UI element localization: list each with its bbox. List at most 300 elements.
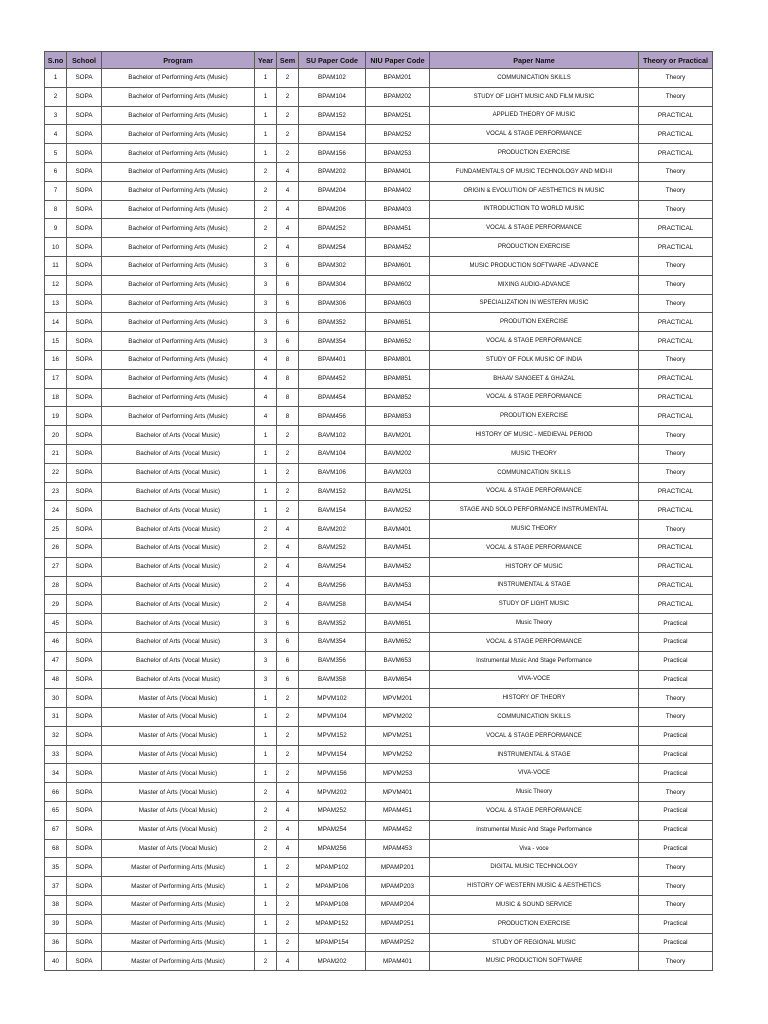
cell-su-code: BPAM304 — [299, 275, 366, 294]
cell-year: 1 — [255, 144, 277, 163]
cell-year: 2 — [255, 576, 277, 595]
cell-program: Bachelor of Arts (Vocal Music) — [102, 651, 255, 670]
cell-type: Theory — [639, 783, 713, 802]
cell-year: 2 — [255, 595, 277, 614]
cell-niu-code: MPAMP251 — [366, 914, 430, 933]
cell-school: SOPA — [67, 877, 102, 896]
cell-su-code: BAVM154 — [299, 501, 366, 520]
cell-sem: 2 — [277, 726, 299, 745]
cell-sem: 8 — [277, 350, 299, 369]
cell-sem: 4 — [277, 557, 299, 576]
cell-niu-code: BAVM202 — [366, 444, 430, 463]
cell-year: 2 — [255, 538, 277, 557]
cell-type: Practical — [639, 614, 713, 633]
cell-niu-code: BPAM201 — [366, 69, 430, 88]
cell-sem: 2 — [277, 444, 299, 463]
cell-paper-name: MUSIC THEORY — [430, 444, 639, 463]
col-header-year: Year — [255, 52, 277, 69]
cell-program: Bachelor of Performing Arts (Music) — [102, 369, 255, 388]
table-row — [45, 426, 713, 445]
cell-sem: 2 — [277, 106, 299, 125]
cell-sem: 6 — [277, 275, 299, 294]
cell-paper-name: BHAAV SANGEET & GHAZAL — [430, 369, 639, 388]
cell-sem: 6 — [277, 670, 299, 689]
cell-year: 1 — [255, 426, 277, 445]
cell-su-code: BPAM152 — [299, 106, 366, 125]
cell-school: SOPA — [67, 689, 102, 708]
cell-paper-name: Instrumental Music And Stage Performance — [430, 820, 639, 839]
cell-year: 1 — [255, 896, 277, 915]
cell-sem: 4 — [277, 952, 299, 971]
cell-sem: 6 — [277, 651, 299, 670]
cell-paper-name: DIGITAL MUSIC TECHNOLOGY — [430, 858, 639, 877]
table-row — [45, 482, 713, 501]
cell-year: 2 — [255, 162, 277, 181]
table-row — [45, 614, 713, 633]
cell-sno: 31 — [45, 708, 67, 727]
table-row — [45, 463, 713, 482]
cell-school: SOPA — [67, 595, 102, 614]
table-row — [45, 238, 713, 257]
cell-sem: 6 — [277, 614, 299, 633]
cell-year: 1 — [255, 482, 277, 501]
table-row — [45, 501, 713, 520]
cell-program: Master of Arts (Vocal Music) — [102, 726, 255, 745]
table-row — [45, 820, 713, 839]
cell-type: Theory — [639, 877, 713, 896]
cell-year: 3 — [255, 632, 277, 651]
cell-sno: 20 — [45, 426, 67, 445]
table-row — [45, 783, 713, 802]
cell-program: Bachelor of Arts (Vocal Music) — [102, 482, 255, 501]
table-row — [45, 557, 713, 576]
table-row — [45, 858, 713, 877]
cell-year: 1 — [255, 125, 277, 144]
cell-sem: 4 — [277, 181, 299, 200]
cell-niu-code: BAVM651 — [366, 614, 430, 633]
table-row — [45, 632, 713, 651]
table-row — [45, 933, 713, 952]
cell-type: Practical — [639, 764, 713, 783]
cell-niu-code: BPAM602 — [366, 275, 430, 294]
cell-paper-name: VOCAL & STAGE PERFORMANCE — [430, 802, 639, 821]
cell-niu-code: BAVM251 — [366, 482, 430, 501]
cell-school: SOPA — [67, 802, 102, 821]
cell-paper-name: HISTORY OF WESTERN MUSIC & AESTHETICS — [430, 877, 639, 896]
cell-sno: 17 — [45, 369, 67, 388]
cell-school: SOPA — [67, 820, 102, 839]
cell-sem: 4 — [277, 783, 299, 802]
cell-sem: 2 — [277, 896, 299, 915]
table-row — [45, 294, 713, 313]
cell-program: Bachelor of Performing Arts (Music) — [102, 256, 255, 275]
cell-year: 2 — [255, 952, 277, 971]
cell-su-code: BAVM102 — [299, 426, 366, 445]
cell-sno: 5 — [45, 144, 67, 163]
cell-school: SOPA — [67, 614, 102, 633]
table-row — [45, 69, 713, 88]
cell-program: Bachelor of Arts (Vocal Music) — [102, 501, 255, 520]
cell-su-code: MPVM102 — [299, 689, 366, 708]
cell-su-code: BAVM104 — [299, 444, 366, 463]
cell-sem: 8 — [277, 388, 299, 407]
cell-su-code: BAVM106 — [299, 463, 366, 482]
cell-sno: 21 — [45, 444, 67, 463]
table-row — [45, 689, 713, 708]
cell-type: Theory — [639, 87, 713, 106]
cell-niu-code: BAVM203 — [366, 463, 430, 482]
table-row — [45, 125, 713, 144]
cell-sno: 24 — [45, 501, 67, 520]
cell-program: Master of Arts (Vocal Music) — [102, 745, 255, 764]
cell-paper-name: HISTORY OF THEORY — [430, 689, 639, 708]
table-row — [45, 595, 713, 614]
cell-su-code: MPAM252 — [299, 802, 366, 821]
cell-type: Theory — [639, 520, 713, 539]
cell-type: Theory — [639, 181, 713, 200]
table-row — [45, 726, 713, 745]
cell-program: Bachelor of Performing Arts (Music) — [102, 106, 255, 125]
cell-year: 1 — [255, 914, 277, 933]
cell-su-code: MPAMP154 — [299, 933, 366, 952]
table-row — [45, 952, 713, 971]
cell-su-code: BAVM202 — [299, 520, 366, 539]
cell-niu-code: BPAM403 — [366, 200, 430, 219]
cell-su-code: BAVM354 — [299, 632, 366, 651]
cell-type: Theory — [639, 256, 713, 275]
cell-year: 1 — [255, 726, 277, 745]
cell-paper-name: MUSIC THEORY — [430, 520, 639, 539]
cell-sno: 40 — [45, 952, 67, 971]
cell-sem: 2 — [277, 914, 299, 933]
cell-sno: 35 — [45, 858, 67, 877]
cell-type: Practical — [639, 651, 713, 670]
cell-school: SOPA — [67, 632, 102, 651]
cell-sno: 18 — [45, 388, 67, 407]
cell-school: SOPA — [67, 256, 102, 275]
cell-paper-name: HISTORY OF MUSIC - MEDIEVAL PERIOD — [430, 426, 639, 445]
cell-su-code: BPAM104 — [299, 87, 366, 106]
cell-year: 2 — [255, 783, 277, 802]
cell-type: Practical — [639, 745, 713, 764]
cell-sno: 16 — [45, 350, 67, 369]
cell-sno: 33 — [45, 745, 67, 764]
cell-type: Practical — [639, 914, 713, 933]
cell-program: Bachelor of Arts (Vocal Music) — [102, 576, 255, 595]
cell-paper-name: MUSIC PRODUCTION SOFTWARE -ADVANCE — [430, 256, 639, 275]
cell-year: 2 — [255, 219, 277, 238]
cell-sno: 3 — [45, 106, 67, 125]
cell-niu-code: BAVM451 — [366, 538, 430, 557]
cell-program: Bachelor of Performing Arts (Music) — [102, 200, 255, 219]
cell-type: Practical — [639, 839, 713, 858]
table-row — [45, 219, 713, 238]
cell-year: 4 — [255, 407, 277, 426]
cell-paper-name: STAGE AND SOLO PERFORMANCE INSTRUMENTAL — [430, 501, 639, 520]
cell-niu-code: BAVM652 — [366, 632, 430, 651]
cell-program: Bachelor of Performing Arts (Music) — [102, 87, 255, 106]
cell-sno: 19 — [45, 407, 67, 426]
cell-paper-name: PRODUCTION EXERCISE — [430, 144, 639, 163]
cell-sno: 14 — [45, 313, 67, 332]
cell-paper-name: Music Theory — [430, 614, 639, 633]
cell-type: Theory — [639, 708, 713, 727]
cell-sem: 2 — [277, 877, 299, 896]
cell-school: SOPA — [67, 839, 102, 858]
cell-paper-name: VOCAL & STAGE PERFORMANCE — [430, 538, 639, 557]
cell-year: 1 — [255, 933, 277, 952]
cell-year: 2 — [255, 520, 277, 539]
cell-sno: 39 — [45, 914, 67, 933]
cell-sno: 25 — [45, 520, 67, 539]
cell-year: 1 — [255, 708, 277, 727]
cell-su-code: BPAM454 — [299, 388, 366, 407]
cell-school: SOPA — [67, 783, 102, 802]
cell-sno: 15 — [45, 332, 67, 351]
cell-program: Bachelor of Arts (Vocal Music) — [102, 670, 255, 689]
cell-sem: 4 — [277, 802, 299, 821]
cell-sem: 4 — [277, 595, 299, 614]
cell-sno: 29 — [45, 595, 67, 614]
cell-paper-name: Viva - voce — [430, 839, 639, 858]
cell-school: SOPA — [67, 576, 102, 595]
cell-program: Master of Arts (Vocal Music) — [102, 802, 255, 821]
cell-paper-name: MUSIC & SOUND SERVICE — [430, 896, 639, 915]
cell-niu-code: BAVM454 — [366, 595, 430, 614]
cell-su-code: BAVM252 — [299, 538, 366, 557]
cell-program: Bachelor of Performing Arts (Music) — [102, 181, 255, 200]
cell-su-code: BPAM306 — [299, 294, 366, 313]
cell-su-code: BPAM102 — [299, 69, 366, 88]
cell-sem: 8 — [277, 369, 299, 388]
cell-su-code: MPVM202 — [299, 783, 366, 802]
cell-sno: 34 — [45, 764, 67, 783]
cell-niu-code: BPAM253 — [366, 144, 430, 163]
cell-type: Practical — [639, 632, 713, 651]
cell-sno: 47 — [45, 651, 67, 670]
cell-niu-code: BPAM603 — [366, 294, 430, 313]
cell-type: PRACTICAL — [639, 557, 713, 576]
table-row — [45, 162, 713, 181]
cell-su-code: BPAM401 — [299, 350, 366, 369]
cell-sno: 4 — [45, 125, 67, 144]
cell-sem: 2 — [277, 933, 299, 952]
cell-type: Theory — [639, 444, 713, 463]
cell-su-code: MPAM202 — [299, 952, 366, 971]
cell-paper-name: VOCAL & STAGE PERFORMANCE — [430, 726, 639, 745]
cell-su-code: BPAM254 — [299, 238, 366, 257]
cell-school: SOPA — [67, 745, 102, 764]
cell-niu-code: BPAM252 — [366, 125, 430, 144]
cell-sno: 22 — [45, 463, 67, 482]
cell-paper-name: INSTRUMENTAL & STAGE — [430, 576, 639, 595]
cell-niu-code: BPAM452 — [366, 238, 430, 257]
cell-sem: 4 — [277, 162, 299, 181]
cell-sno: 27 — [45, 557, 67, 576]
cell-type: PRACTICAL — [639, 369, 713, 388]
cell-paper-name: VOCAL & STAGE PERFORMANCE — [430, 482, 639, 501]
cell-niu-code: MPAM401 — [366, 952, 430, 971]
cell-program: Master of Arts (Vocal Music) — [102, 820, 255, 839]
table-row — [45, 764, 713, 783]
cell-su-code: MPAMP108 — [299, 896, 366, 915]
cell-year: 2 — [255, 200, 277, 219]
cell-su-code: BAVM254 — [299, 557, 366, 576]
col-header-sno: S.no — [45, 52, 67, 69]
cell-sem: 8 — [277, 407, 299, 426]
cell-program: Bachelor of Performing Arts (Music) — [102, 238, 255, 257]
cell-su-code: BPAM302 — [299, 256, 366, 275]
cell-year: 3 — [255, 651, 277, 670]
cell-school: SOPA — [67, 670, 102, 689]
table-row — [45, 802, 713, 821]
cell-niu-code: MPVM401 — [366, 783, 430, 802]
cell-paper-name: PRODUTION EXERCISE — [430, 313, 639, 332]
cell-paper-name: COMMUNICATION SKILLS — [430, 463, 639, 482]
cell-niu-code: MPVM251 — [366, 726, 430, 745]
cell-sem: 2 — [277, 708, 299, 727]
col-header-paper-name: Paper Name — [430, 52, 639, 69]
cell-su-code: MPAMP152 — [299, 914, 366, 933]
cell-school: SOPA — [67, 463, 102, 482]
cell-school: SOPA — [67, 708, 102, 727]
cell-school: SOPA — [67, 952, 102, 971]
cell-type: Theory — [639, 858, 713, 877]
cell-niu-code: BPAM401 — [366, 162, 430, 181]
cell-program: Bachelor of Arts (Vocal Music) — [102, 595, 255, 614]
cell-program: Bachelor of Performing Arts (Music) — [102, 294, 255, 313]
cell-program: Bachelor of Performing Arts (Music) — [102, 162, 255, 181]
cell-su-code: BPAM202 — [299, 162, 366, 181]
cell-sem: 2 — [277, 745, 299, 764]
table-row — [45, 388, 713, 407]
cell-program: Master of Arts (Vocal Music) — [102, 764, 255, 783]
cell-su-code: BAVM352 — [299, 614, 366, 633]
cell-sem: 2 — [277, 87, 299, 106]
cell-year: 2 — [255, 820, 277, 839]
table-row — [45, 181, 713, 200]
cell-year: 3 — [255, 275, 277, 294]
col-header-su-code: SU Paper Code — [299, 52, 366, 69]
cell-program: Bachelor of Performing Arts (Music) — [102, 219, 255, 238]
cell-program: Bachelor of Performing Arts (Music) — [102, 407, 255, 426]
cell-program: Master of Performing Arts (Music) — [102, 858, 255, 877]
cell-type: Practical — [639, 670, 713, 689]
cell-year: 1 — [255, 69, 277, 88]
table-row — [45, 670, 713, 689]
cell-year: 2 — [255, 839, 277, 858]
cell-type: PRACTICAL — [639, 144, 713, 163]
cell-school: SOPA — [67, 144, 102, 163]
cell-school: SOPA — [67, 162, 102, 181]
cell-niu-code: BPAM451 — [366, 219, 430, 238]
cell-school: SOPA — [67, 87, 102, 106]
cell-sno: 68 — [45, 839, 67, 858]
cell-niu-code: BAVM653 — [366, 651, 430, 670]
cell-paper-name: STUDY OF LIGHT MUSIC — [430, 595, 639, 614]
cell-school: SOPA — [67, 69, 102, 88]
cell-niu-code: BPAM601 — [366, 256, 430, 275]
cell-paper-name: FUNDAMENTALS OF MUSIC TECHNOLOGY AND MIDI-II — [430, 162, 639, 181]
cell-school: SOPA — [67, 933, 102, 952]
cell-type: PRACTICAL — [639, 595, 713, 614]
cell-niu-code: BPAM651 — [366, 313, 430, 332]
cell-school: SOPA — [67, 426, 102, 445]
cell-type: PRACTICAL — [639, 106, 713, 125]
cell-school: SOPA — [67, 557, 102, 576]
cell-year: 2 — [255, 238, 277, 257]
cell-type: PRACTICAL — [639, 125, 713, 144]
cell-niu-code: MPAM453 — [366, 839, 430, 858]
cell-type: Theory — [639, 426, 713, 445]
table-row — [45, 275, 713, 294]
cell-paper-name: MIXING AUDIO-ADVANCE — [430, 275, 639, 294]
cell-sno: 6 — [45, 162, 67, 181]
cell-paper-name: STUDY OF FOLK MUSIC OF INDIA — [430, 350, 639, 369]
cell-su-code: BPAM204 — [299, 181, 366, 200]
cell-niu-code: MPAMP204 — [366, 896, 430, 915]
cell-school: SOPA — [67, 482, 102, 501]
cell-paper-name: COMMUNICATION SKILLS — [430, 69, 639, 88]
cell-type: Practical — [639, 802, 713, 821]
cell-paper-name: VIVA-VOCE — [430, 764, 639, 783]
cell-paper-name: INSTRUMENTAL & STAGE — [430, 745, 639, 764]
cell-program: Bachelor of Performing Arts (Music) — [102, 144, 255, 163]
cell-year: 1 — [255, 858, 277, 877]
cell-paper-name: Instrumental Music And Stage Performance — [430, 651, 639, 670]
cell-su-code: BPAM452 — [299, 369, 366, 388]
cell-niu-code: MPVM252 — [366, 745, 430, 764]
cell-program: Bachelor of Performing Arts (Music) — [102, 69, 255, 88]
cell-type: Theory — [639, 350, 713, 369]
cell-su-code: BAVM258 — [299, 595, 366, 614]
cell-niu-code: BAVM453 — [366, 576, 430, 595]
cell-paper-name: VOCAL & STAGE PERFORMANCE — [430, 219, 639, 238]
cell-program: Bachelor of Arts (Vocal Music) — [102, 614, 255, 633]
cell-niu-code: BPAM852 — [366, 388, 430, 407]
cell-niu-code: MPAMP201 — [366, 858, 430, 877]
cell-school: SOPA — [67, 764, 102, 783]
header-row — [45, 52, 713, 69]
table-row — [45, 914, 713, 933]
cell-su-code: BPAM354 — [299, 332, 366, 351]
cell-su-code: BAVM356 — [299, 651, 366, 670]
cell-program: Master of Arts (Vocal Music) — [102, 783, 255, 802]
cell-niu-code: BAVM452 — [366, 557, 430, 576]
cell-sem: 4 — [277, 820, 299, 839]
cell-paper-name: ORIGIN & EVOLUTION OF AESTHETICS IN MUSIC — [430, 181, 639, 200]
cell-program: Master of Performing Arts (Music) — [102, 914, 255, 933]
cell-niu-code: BAVM654 — [366, 670, 430, 689]
cell-program: Master of Arts (Vocal Music) — [102, 708, 255, 727]
table-row — [45, 708, 713, 727]
cell-program: Master of Arts (Vocal Music) — [102, 689, 255, 708]
cell-school: SOPA — [67, 200, 102, 219]
cell-school: SOPA — [67, 501, 102, 520]
cell-sno: 36 — [45, 933, 67, 952]
cell-sem: 2 — [277, 501, 299, 520]
table-row — [45, 369, 713, 388]
cell-sno: 38 — [45, 896, 67, 915]
cell-paper-name: HISTORY OF MUSIC — [430, 557, 639, 576]
cell-year: 4 — [255, 369, 277, 388]
cell-paper-name: VOCAL & STAGE PERFORMANCE — [430, 332, 639, 351]
table-row — [45, 407, 713, 426]
cell-paper-name: APPLIED THEORY OF MUSIC — [430, 106, 639, 125]
cell-sem: 6 — [277, 332, 299, 351]
cell-sem: 4 — [277, 839, 299, 858]
cell-year: 2 — [255, 557, 277, 576]
